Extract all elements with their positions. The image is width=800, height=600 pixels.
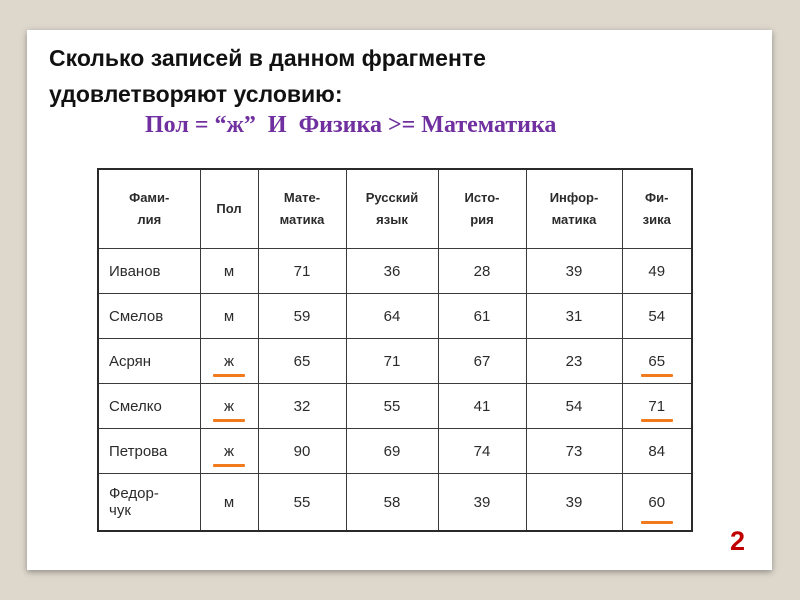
header-surname: Фами- лия	[98, 169, 200, 249]
cell-gender-highlighted: ж	[200, 384, 258, 429]
header-history: Исто- рия	[438, 169, 526, 249]
cell-gender: м	[200, 474, 258, 532]
cell-physics-highlighted: 71	[622, 384, 692, 429]
data-table	[97, 168, 693, 532]
cell-math: 65	[258, 339, 346, 384]
cell-surname: Федор- чук	[98, 474, 200, 532]
question-text	[49, 40, 486, 112]
table-row	[98, 384, 692, 429]
cell-russian: 58	[346, 474, 438, 532]
cell-informatics: 54	[526, 384, 622, 429]
header-gender: Пол	[200, 169, 258, 249]
cell-gender-highlighted: ж	[200, 429, 258, 474]
cell-informatics: 39	[526, 249, 622, 294]
cell-physics: 54	[622, 294, 692, 339]
cell-physics-highlighted: 65	[622, 339, 692, 384]
cell-history: 61	[438, 294, 526, 339]
condition-text: Пол = “ж” И Физика >= Математика	[145, 112, 557, 138]
header-physics: Фи- зика	[622, 169, 692, 249]
cell-russian: 71	[346, 339, 438, 384]
cell-history: 67	[438, 339, 526, 384]
header-russian: Русский язык	[346, 169, 438, 249]
cell-informatics: 73	[526, 429, 622, 474]
cell-gender: м	[200, 249, 258, 294]
cell-history: 74	[438, 429, 526, 474]
header-math: Мате- матика	[258, 169, 346, 249]
table-row	[98, 294, 692, 339]
question-line-2: удовлетворяют условию:	[49, 81, 343, 107]
table-row	[98, 429, 692, 474]
cell-surname: Иванов	[98, 249, 200, 294]
cell-physics: 49	[622, 249, 692, 294]
slide	[27, 30, 772, 570]
cell-russian: 55	[346, 384, 438, 429]
cell-physics: 84	[622, 429, 692, 474]
cell-surname: Смелов	[98, 294, 200, 339]
cell-surname: Асрян	[98, 339, 200, 384]
cell-math: 71	[258, 249, 346, 294]
cell-informatics: 39	[526, 474, 622, 532]
cell-russian: 36	[346, 249, 438, 294]
header-row	[98, 169, 692, 249]
table-row	[98, 339, 692, 384]
question-line-1: Сколько записей в данном фрагменте	[49, 45, 486, 71]
cell-russian: 69	[346, 429, 438, 474]
cell-math: 55	[258, 474, 346, 532]
cell-gender: м	[200, 294, 258, 339]
answer-value: 2	[730, 526, 746, 556]
cell-physics-highlighted: 60	[622, 474, 692, 532]
cell-informatics: 31	[526, 294, 622, 339]
cell-surname: Петрова	[98, 429, 200, 474]
table-row	[98, 249, 692, 294]
cell-math: 90	[258, 429, 346, 474]
header-informatics: Инфор- матика	[526, 169, 622, 249]
cell-gender-highlighted: ж	[200, 339, 258, 384]
cell-surname: Смелко	[98, 384, 200, 429]
cell-russian: 64	[346, 294, 438, 339]
table-row	[98, 474, 692, 532]
cell-history: 41	[438, 384, 526, 429]
cell-history: 39	[438, 474, 526, 532]
cell-math: 59	[258, 294, 346, 339]
cell-history: 28	[438, 249, 526, 294]
cell-informatics: 23	[526, 339, 622, 384]
cell-math: 32	[258, 384, 346, 429]
